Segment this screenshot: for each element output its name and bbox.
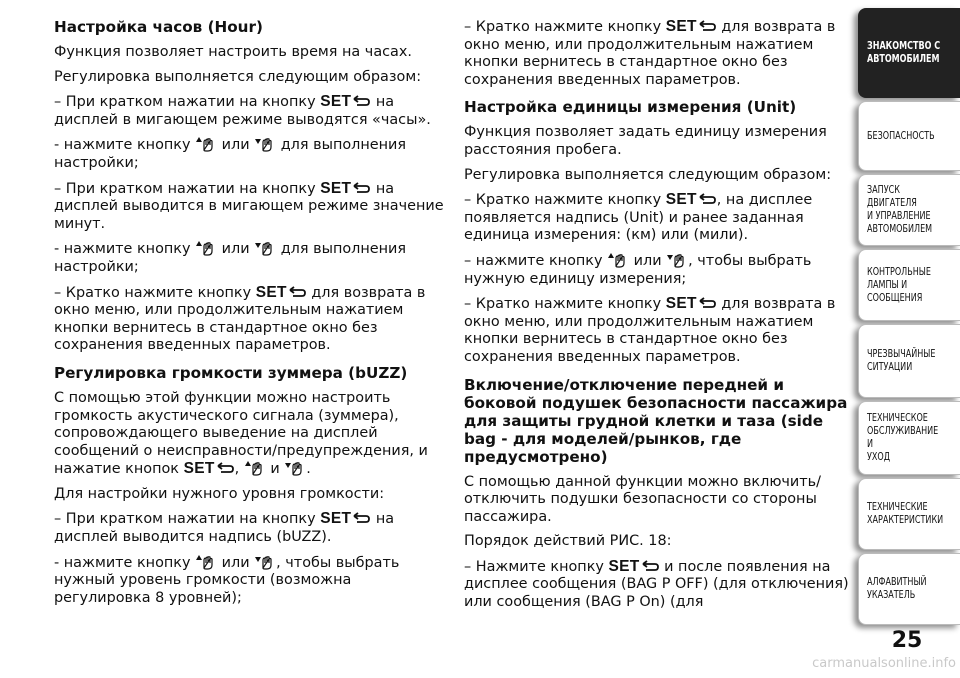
tab-warning-lights[interactable]	[858, 249, 960, 321]
tab-emergencies[interactable]	[858, 324, 960, 398]
down-arrow-hand-icon	[666, 252, 688, 268]
down-arrow-hand-icon	[254, 554, 276, 570]
set-return-arrow-icon	[351, 512, 371, 526]
set-return-arrow-icon	[351, 182, 371, 196]
tab-starting-and-driving[interactable]	[858, 174, 960, 246]
paragraph: - нажмите кнопку или для выполнения настройки;	[54, 241, 407, 275]
tab-technical-specs[interactable]	[858, 478, 960, 550]
paragraph: С помощью данной функции можно включить/отключить подушки безопасности со стороны пассажира.	[464, 473, 821, 525]
paragraph: – Кратко нажмите кнопку SET , на дисплее появляется надпись (Unit) и ранее заданная единица измерения: (км) или (мили).	[464, 191, 813, 244]
set-button-label: SET	[320, 179, 352, 197]
set-button-label: SET	[608, 557, 640, 575]
tab-label: БЕЗОПАСНОСТЬ	[867, 129, 935, 142]
page-number: 25	[891, 628, 923, 653]
down-arrow-hand-icon	[284, 460, 306, 476]
set-button-label: SET	[665, 191, 697, 209]
paragraph: – нажмите кнопку или , чтобы выбрать нужную единицу измерения;	[464, 252, 812, 287]
tab-maintenance[interactable]	[858, 401, 960, 475]
tab-label: ТЕХНИЧЕСКОЕ ОБСЛУЖИВАНИЕ И УХОД	[867, 412, 939, 463]
set-return-arrow-icon	[287, 286, 307, 300]
paragraph: – Кратко нажмите кнопку SET для возврата в окно меню, или продолжительным нажатием кнопки вернитесь в стандартное окно без сохранения введенных параметров.	[464, 18, 836, 88]
tab-getting-to-know-car[interactable]	[858, 8, 960, 98]
set-return-arrow-icon	[215, 462, 235, 476]
paragraph: Порядок действий РИС. 18:	[464, 533, 672, 550]
set-button-label: SET	[255, 283, 287, 301]
paragraph: С помощью этой функции можно настроить громкость акустического сигнала (зуммера), сопровождающего выведение на дисплей сообщений о неисправности/предупреждения, и нажатие кнопок SET , и .	[54, 389, 428, 478]
down-arrow-hand-icon	[254, 136, 276, 152]
set-button-label: SET	[665, 295, 697, 313]
up-arrow-hand-icon	[195, 554, 217, 570]
paragraph: – При кратком нажатии на кнопку SET на дисплей выводится в мигающем режиме значение минут.	[54, 179, 444, 232]
right-column	[464, 18, 856, 619]
chapter-tabs-sidebar	[858, 0, 960, 678]
left-column	[54, 18, 446, 614]
tab-index[interactable]	[858, 553, 960, 625]
paragraph: - нажмите кнопку или для выполнения настройки;	[54, 137, 407, 171]
up-arrow-hand-icon	[195, 240, 217, 256]
set-button-label: SET	[665, 18, 697, 35]
set-return-arrow-icon	[697, 193, 717, 207]
up-arrow-hand-icon	[244, 460, 266, 476]
paragraph: – Нажмите кнопку SET и после появления на дисплее сообщения (BAG P OFF) (для отключения) или сообщения (BAG P On) (для	[464, 557, 849, 611]
section-heading-hour: Настройка часов (Hour)	[54, 18, 263, 36]
set-return-arrow-icon	[351, 95, 371, 109]
down-arrow-hand-icon	[254, 240, 276, 256]
set-return-arrow-icon	[640, 560, 660, 574]
paragraph: – Кратко нажмите кнопку SET для возврата в окно меню, или продолжительным нажатием кнопки вернитесь в стандартное окно без сохранения введенных параметров.	[54, 283, 426, 354]
set-return-arrow-icon	[697, 20, 717, 34]
section-heading-buzz: Регулировка громкости зуммера (bUZZ)	[54, 363, 408, 382]
paragraph: – При кратком нажатии на кнопку SET на дисплей выводится надпись (bUZZ).	[54, 510, 395, 546]
paragraph: Для настройки нужного уровня громкости:	[54, 485, 385, 502]
paragraph: – При кратком нажатии на кнопку SET на дисплей в мигающем режиме выводятся «часы».	[54, 93, 431, 128]
tab-safety[interactable]	[858, 101, 960, 171]
set-return-arrow-icon	[697, 297, 717, 311]
tab-label: ЗНАКОМСТВО С АВТОМОБИЛЕМ	[867, 40, 941, 65]
tab-label: КОНТРОЛЬНЫЕ ЛАМПЫ И СООБЩЕНИЯ	[867, 265, 931, 304]
set-button-label: SET	[183, 460, 215, 478]
paragraph: Функция позволяет настроить время на часах.	[54, 44, 412, 60]
paragraph: – Кратко нажмите кнопку SET для возврата в окно меню, или продолжительным нажатием кнопки вернитесь в стандартное окно без сохранения введенных параметров.	[464, 295, 836, 365]
up-arrow-hand-icon	[195, 136, 217, 152]
tab-label: ЧРЕЗВЫЧАЙНЫЕ СИТУАЦИИ	[867, 348, 936, 373]
watermark: carmanualsonline.info	[812, 656, 956, 671]
tab-label: ТЕХНИЧЕСКИЕ ХАРАКТЕРИСТИКИ	[867, 501, 944, 526]
tab-label: АЛФАВИТНЫЙ УКАЗАТЕЛЬ	[867, 576, 927, 601]
set-button-label: SET	[320, 510, 352, 528]
section-heading-side-bag: Включение/отключение передней и боковой подушек безопасности пассажира для защиты грудной клетки и таза (side bag - для моделей/рынков, где предусмотрено)	[464, 375, 848, 466]
paragraph: Функция позволяет задать единицу измерения расстояния пробега.	[464, 124, 827, 158]
paragraph: Регулировка выполняется следующим образом:	[54, 68, 422, 85]
paragraph: Регулировка выполняется следующим образом:	[464, 166, 832, 183]
paragraph: - нажмите кнопку или , чтобы выбрать нужный уровень громкости (возможна регулировка 8 уровней);	[54, 554, 400, 606]
set-button-label: SET	[320, 93, 352, 111]
up-arrow-hand-icon	[607, 252, 629, 268]
section-heading-unit: Настройка единицы измерения (Unit)	[464, 98, 797, 117]
tab-label: ЗАПУСК ДВИГАТЕЛЯ И УПРАВЛЕНИЕ АВТОМОБИЛЕМ	[867, 184, 933, 235]
